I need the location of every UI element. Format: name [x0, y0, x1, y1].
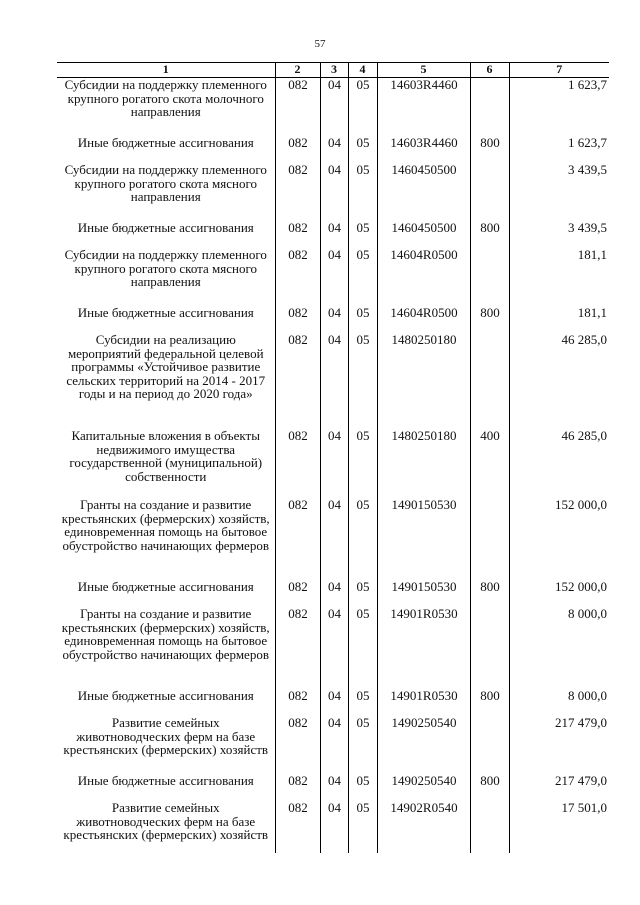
row-code-ministry: 082: [275, 306, 320, 333]
table-row: [57, 163, 609, 221]
row-code-section: 04: [320, 429, 348, 498]
row-amount: 217 479,0: [509, 716, 609, 774]
row-code-ministry: 082: [275, 716, 320, 774]
row-name: Гранты на создание и развитие крестьянских (фермерских) хозяйств, единовременная помощь на бытовое обустройство начинающих фермеров: [61, 497, 270, 553]
row-code-section: 04: [320, 333, 348, 429]
column-header-1: 1: [57, 63, 275, 78]
table-header-row: [57, 63, 609, 78]
row-code-ministry: 082: [275, 580, 320, 607]
row-code-expense-type: [470, 498, 509, 580]
row-code-section: 04: [320, 306, 348, 333]
table-row: [57, 498, 609, 580]
row-code-subsection: 05: [348, 429, 377, 498]
row-amount: 8 000,0: [509, 689, 609, 716]
table-row: [57, 248, 609, 306]
row-code-target: 1490250540: [377, 716, 470, 774]
row-code-expense-type: 800: [470, 221, 509, 248]
table-row: [57, 306, 609, 333]
row-code-target: 14901R0530: [377, 689, 470, 716]
row-name: Иные бюджетные ассигнования: [77, 135, 254, 150]
row-code-section: 04: [320, 163, 348, 221]
row-code-expense-type: [470, 801, 509, 853]
row-code-target: 14604R0500: [377, 248, 470, 306]
column-header-5: 5: [377, 63, 470, 78]
budget-table: [57, 62, 609, 853]
row-code-subsection: 05: [348, 580, 377, 607]
row-code-section: 04: [320, 689, 348, 716]
column-header-4: 4: [348, 63, 377, 78]
row-amount: 217 479,0: [509, 774, 609, 801]
row-name: Иные бюджетные ассигнования: [77, 220, 254, 235]
row-code-ministry: 082: [275, 689, 320, 716]
row-code-expense-type: 800: [470, 306, 509, 333]
row-code-ministry: 082: [275, 163, 320, 221]
row-amount: 3 439,5: [509, 163, 609, 221]
row-amount: 181,1: [509, 306, 609, 333]
row-code-subsection: 05: [348, 78, 377, 137]
row-code-subsection: 05: [348, 221, 377, 248]
row-code-target: 1480250180: [377, 333, 470, 429]
row-name: Иные бюджетные ассигнования: [77, 579, 254, 594]
row-name: Субсидии на поддержку племенного крупного рогатого скота молочного направления: [64, 77, 267, 119]
row-name: Субсидии на поддержку племенного крупного рогатого скота мясного направления: [64, 247, 267, 289]
row-name: Иные бюджетные ассигнования: [77, 305, 254, 320]
row-name: Субсидии на поддержку племенного крупного рогатого скота мясного направления: [64, 162, 267, 204]
table-row: [57, 801, 609, 853]
row-code-expense-type: [470, 716, 509, 774]
row-code-section: 04: [320, 716, 348, 774]
row-code-subsection: 05: [348, 163, 377, 221]
table-row: [57, 580, 609, 607]
row-amount: 152 000,0: [509, 580, 609, 607]
table-row: [57, 333, 609, 429]
row-code-expense-type: [470, 607, 509, 689]
row-code-section: 04: [320, 136, 348, 163]
row-code-section: 04: [320, 580, 348, 607]
row-code-target: 1460450500: [377, 163, 470, 221]
table-row: [57, 774, 609, 801]
row-code-ministry: 082: [275, 248, 320, 306]
row-code-subsection: 05: [348, 333, 377, 429]
page-number: 57: [314, 38, 326, 50]
row-code-ministry: 082: [275, 774, 320, 801]
row-code-target: 1480250180: [377, 429, 470, 498]
row-code-expense-type: [470, 248, 509, 306]
row-code-expense-type: [470, 163, 509, 221]
table-row: [57, 221, 609, 248]
row-amount: 3 439,5: [509, 221, 609, 248]
row-code-expense-type: 800: [470, 136, 509, 163]
row-code-subsection: 05: [348, 801, 377, 853]
row-name: Иные бюджетные ассигнования: [77, 688, 254, 703]
row-code-subsection: 05: [348, 248, 377, 306]
row-code-ministry: 082: [275, 801, 320, 853]
row-name: Иные бюджетные ассигнования: [77, 773, 254, 788]
row-code-section: 04: [320, 774, 348, 801]
row-code-expense-type: 800: [470, 689, 509, 716]
table-row: [57, 689, 609, 716]
row-amount: 152 000,0: [509, 498, 609, 580]
table-row: [57, 716, 609, 774]
row-code-ministry: 082: [275, 136, 320, 163]
row-code-section: 04: [320, 607, 348, 689]
table-row: [57, 136, 609, 163]
row-code-subsection: 05: [348, 136, 377, 163]
row-code-ministry: 082: [275, 221, 320, 248]
row-code-subsection: 05: [348, 607, 377, 689]
row-code-target: 14901R0530: [377, 607, 470, 689]
row-code-target: 14603R4460: [377, 136, 470, 163]
row-amount: 17 501,0: [509, 801, 609, 853]
row-code-expense-type: [470, 78, 509, 137]
row-code-ministry: 082: [275, 78, 320, 137]
row-name: Субсидии на реализацию мероприятий федеральной целевой программы «Устойчивое развитие сельских территорий на 2014 - 2017 годы и на период до 2020 года»: [66, 332, 266, 401]
row-amount: 8 000,0: [509, 607, 609, 689]
row-code-ministry: 082: [275, 498, 320, 580]
row-amount: 46 285,0: [509, 429, 609, 498]
row-name: Капитальные вложения в объекты недвижимого имущества государственной (муниципальной) собственности: [69, 428, 263, 484]
row-code-subsection: 05: [348, 716, 377, 774]
row-amount: 1 623,7: [509, 136, 609, 163]
row-amount: 181,1: [509, 248, 609, 306]
row-code-ministry: 082: [275, 429, 320, 498]
row-code-section: 04: [320, 248, 348, 306]
column-header-6: 6: [470, 63, 509, 78]
row-code-target: 14604R0500: [377, 306, 470, 333]
row-code-section: 04: [320, 221, 348, 248]
row-code-subsection: 05: [348, 774, 377, 801]
row-code-ministry: 082: [275, 607, 320, 689]
row-code-expense-type: 800: [470, 580, 509, 607]
column-header-7: 7: [509, 63, 609, 78]
row-code-ministry: 082: [275, 333, 320, 429]
row-name: Развитие семейных животноводческих ферм на базе крестьянских (фермерских) хозяйств: [63, 715, 269, 757]
table-row: [57, 607, 609, 689]
row-code-target: 1490250540: [377, 774, 470, 801]
row-code-subsection: 05: [348, 498, 377, 580]
row-code-expense-type: 800: [470, 774, 509, 801]
row-code-target: 14603R4460: [377, 78, 470, 137]
row-code-section: 04: [320, 498, 348, 580]
row-code-section: 04: [320, 801, 348, 853]
row-code-target: 1490150530: [377, 498, 470, 580]
table-row: [57, 78, 609, 137]
row-code-target: 1490150530: [377, 580, 470, 607]
row-name: Развитие семейных животноводческих ферм на базе крестьянских (фермерских) хозяйств: [63, 800, 269, 842]
row-code-target: 1460450500: [377, 221, 470, 248]
row-code-expense-type: 400: [470, 429, 509, 498]
row-amount: 1 623,7: [509, 78, 609, 137]
row-amount: 46 285,0: [509, 333, 609, 429]
row-code-target: 14902R0540: [377, 801, 470, 853]
table-row: [57, 429, 609, 498]
row-name: Гранты на создание и развитие крестьянских (фермерских) хозяйств, единовременная помощь на бытовое обустройство начинающих фермеров: [61, 606, 270, 662]
row-code-section: 04: [320, 78, 348, 137]
row-code-subsection: 05: [348, 689, 377, 716]
column-header-2: 2: [275, 63, 320, 78]
column-header-3: 3: [320, 63, 348, 78]
row-code-subsection: 05: [348, 306, 377, 333]
row-code-expense-type: [470, 333, 509, 429]
